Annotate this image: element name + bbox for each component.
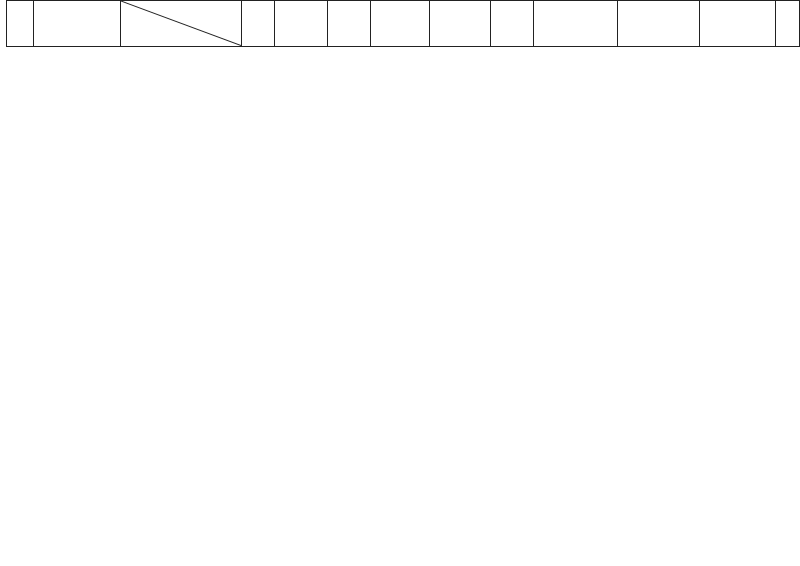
header-col7	[533, 1, 617, 47]
header-col8	[617, 1, 699, 47]
header-col3	[328, 1, 371, 47]
header-col4	[371, 1, 430, 47]
header-col9	[700, 1, 776, 47]
price-table	[6, 0, 800, 47]
diagonal-divider	[121, 1, 242, 47]
header-image	[34, 1, 120, 47]
header-col10	[776, 1, 800, 47]
header-index	[7, 1, 34, 47]
header-material-category	[120, 1, 241, 47]
header-col1	[241, 1, 274, 47]
header-col6	[490, 1, 533, 47]
header-col5	[429, 1, 490, 47]
header-col2	[275, 1, 328, 47]
header-row	[7, 1, 800, 47]
